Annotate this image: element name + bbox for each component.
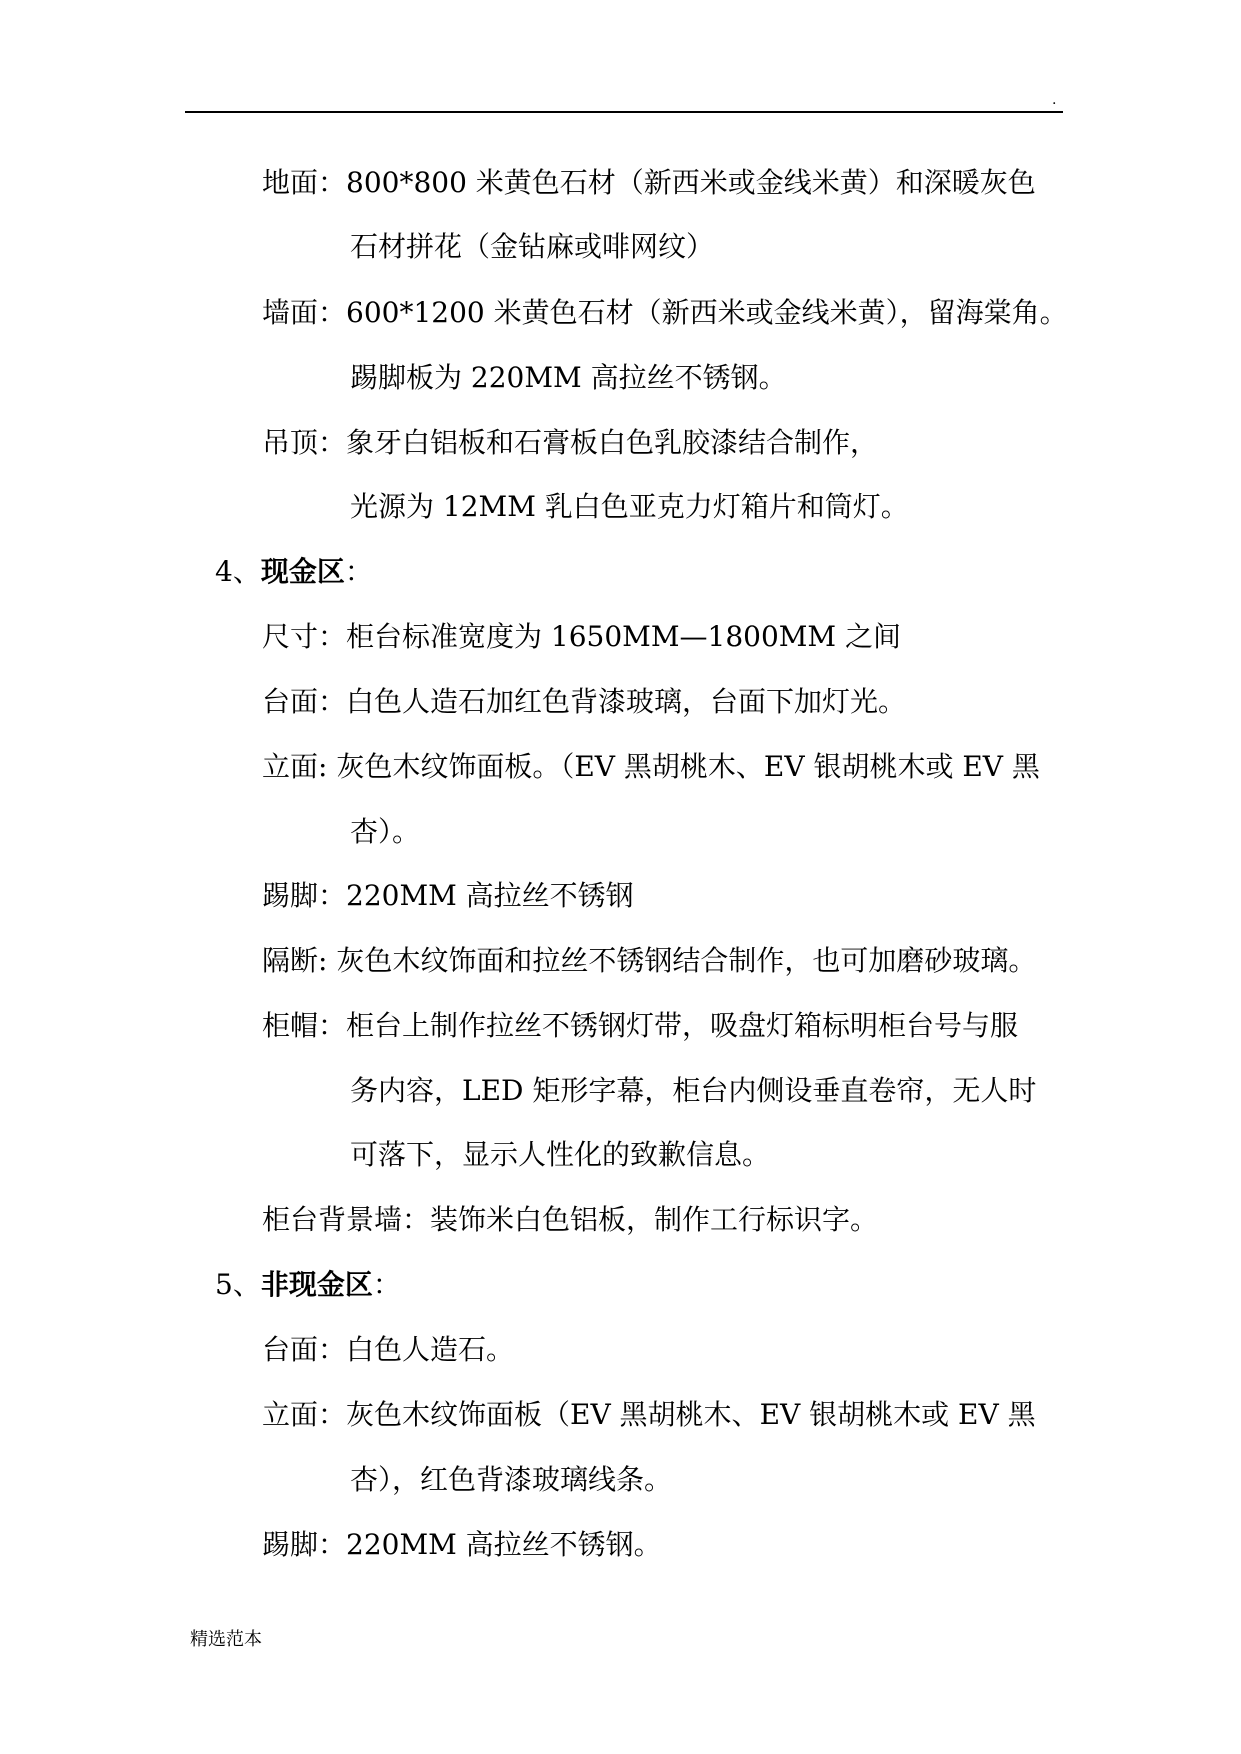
header-mark: . bbox=[1052, 92, 1057, 108]
text-line-counter-top: 台面：白色人造石加红色背漆玻璃，台面下加灯光。 bbox=[262, 685, 907, 718]
text-line-canopy-cont: 务内容，LED 矩形字幕，柜台内侧设垂直卷帘，无人时 bbox=[350, 1074, 1037, 1107]
section-colon: ： bbox=[344, 555, 373, 588]
text-line-ceiling-cont: 光源为 12MM 乳白色亚克力灯箱片和筒灯。 bbox=[350, 490, 909, 523]
text-line-nc-elevation: 立面：灰色木纹饰面板（EV 黑胡桃木、EV 银胡桃木或 EV 黑 bbox=[262, 1398, 1036, 1431]
text-line-partition: 隔断: 灰色木纹饰面和拉丝不锈钢结合制作，也可加磨砂玻璃。 bbox=[262, 944, 1037, 977]
section-heading-noncash bbox=[215, 1265, 401, 1305]
text-line-backwall: 柜台背景墙：装饰米白色铝板，制作工行标识字。 bbox=[262, 1203, 879, 1236]
text-line-ceiling: 吊顶：象牙白铝板和石膏板白色乳胶漆结合制作， bbox=[262, 426, 879, 459]
text-line-canopy-cont2: 可落下，显示人性化的致歉信息。 bbox=[350, 1138, 771, 1171]
section-number: 5、 bbox=[215, 1268, 261, 1301]
text-line-size: 尺寸：柜台标准宽度为 1650MM—1800MM 之间 bbox=[262, 620, 901, 653]
text-line-wall: 墙面：600*1200 米黄色石材（新西米或金线米黄），留海棠角。 bbox=[262, 296, 1068, 329]
section-title: 非现金区 bbox=[260, 1268, 373, 1301]
section-number: 4、 bbox=[215, 555, 261, 588]
text-line-floor-cont: 石材拼花（金钻麻或啡网纹） bbox=[350, 230, 715, 263]
text-line-nc-counter-top: 台面：白色人造石。 bbox=[262, 1333, 515, 1366]
section-colon: ： bbox=[372, 1268, 401, 1301]
footer-label: 精选范本 bbox=[190, 1629, 262, 1650]
text-line-wall-cont: 踢脚板为 220MM 高拉丝不锈钢。 bbox=[350, 361, 787, 394]
text-line-elevation-cont: 杏）。 bbox=[350, 815, 421, 848]
text-line-elevation: 立面: 灰色木纹饰面板。（EV 黑胡桃木、EV 银胡桃木或 EV 黑 bbox=[262, 750, 1040, 783]
text-line-skirting: 踢脚：220MM 高拉丝不锈钢 bbox=[262, 879, 634, 912]
section-heading-cash bbox=[215, 552, 373, 592]
section-title: 现金区 bbox=[260, 555, 345, 588]
text-line-nc-skirting: 踢脚：220MM 高拉丝不锈钢。 bbox=[262, 1528, 662, 1561]
text-line-canopy: 柜帽：柜台上制作拉丝不锈钢灯带，吸盘灯箱标明柜台号与服 bbox=[262, 1009, 1019, 1042]
text-line-nc-elevation-cont: 杏），红色背漆玻璃线条。 bbox=[350, 1463, 673, 1496]
text-line-floor: 地面：800*800 米黄色石材（新西米或金线米黄）和深暖灰色 bbox=[262, 166, 1036, 199]
header-rule bbox=[185, 111, 1063, 113]
